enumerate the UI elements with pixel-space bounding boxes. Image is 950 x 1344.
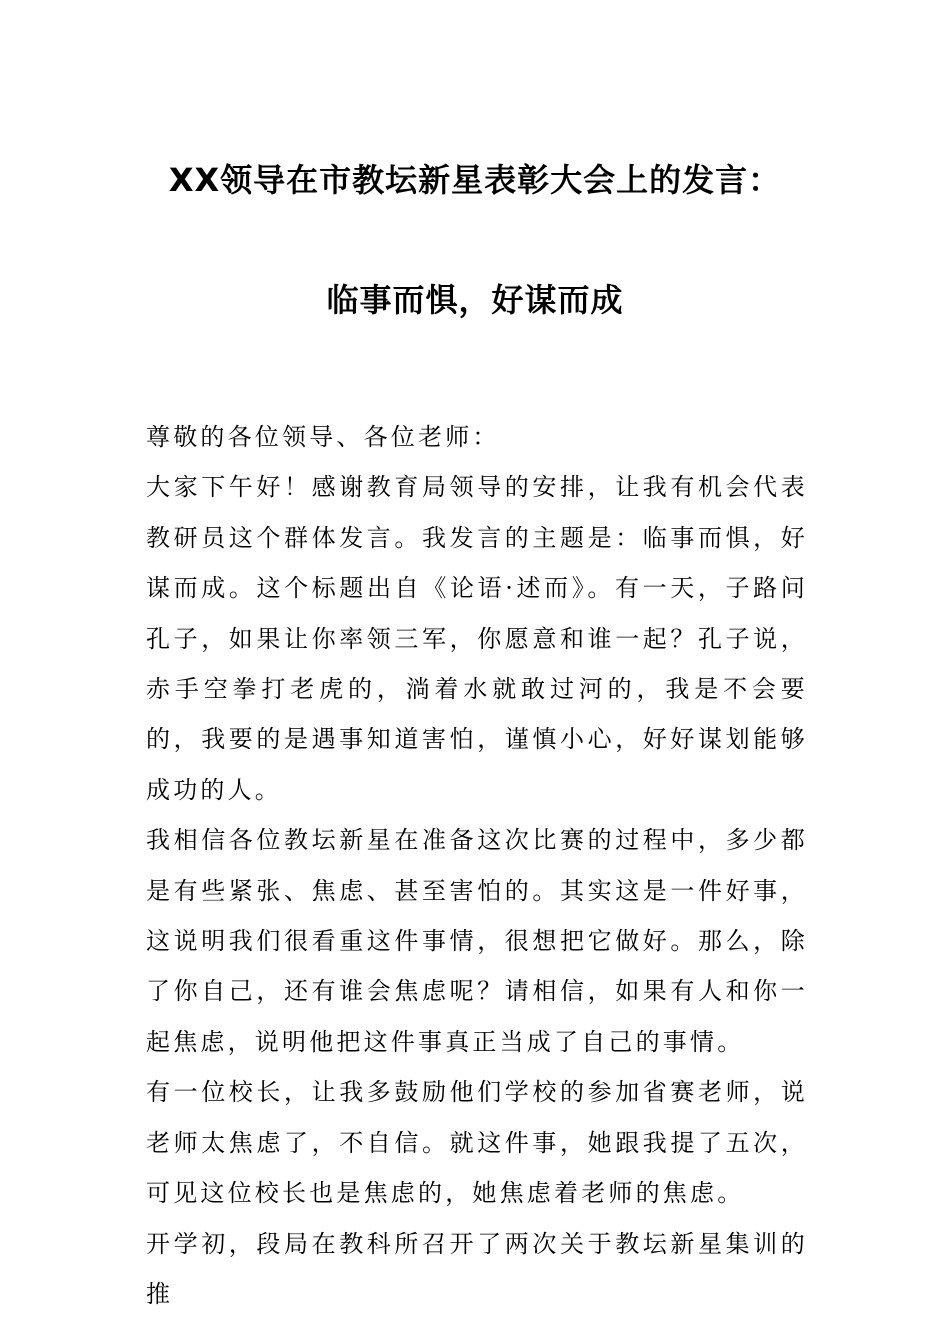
document-subtitle: 临事而惧，好谋而成 (326, 281, 624, 319)
salutation-paragraph: 尊敬的各位领导、各位老师： (146, 423, 500, 451)
document-body (146, 412, 808, 1319)
document-title: XX领导在市教坛新星表彰大会上的发言： (168, 161, 782, 199)
body-paragraph: 开学初，段局在教科所召开了两次关于教坛新星集训的推 (146, 1229, 808, 1308)
body-paragraph: 我相信各位教坛新星在准备这次比赛的过程中，多少都是有些紧张、焦虑、甚至害怕的。其实这是一件好事，这说明我们很看重这件事情，很想把它做好。那么，除了你自己，还有谁会焦虑呢？请相信，如果有人和你一起焦虑，说明他把这件事真正当成了自己的事情。 (146, 826, 808, 1056)
body-paragraph: 有一位校长，让我多鼓励他们学校的参加省赛老师，说老师太焦虑了，不自信。就这件事，她跟我提了五次，可见这位校长也是焦虑的，她焦虑着老师的焦虑。 (146, 1078, 808, 1208)
body-paragraph: 大家下午好！感谢教育局领导的安排，让我有机会代表教研员这个群体发言。我发言的主题是：临事而惧，好谋而成。这个标题出自《论语·述而》。有一天，子路问孔子，如果让你率领三军，你愿意和谁一起？孔子说，赤手空拳打老虎的，淌着水就敢过河的，我是不会要的，我要的是遇事知道害怕，谨慎小心，好好谋划能够成功的人。 (146, 473, 808, 804)
